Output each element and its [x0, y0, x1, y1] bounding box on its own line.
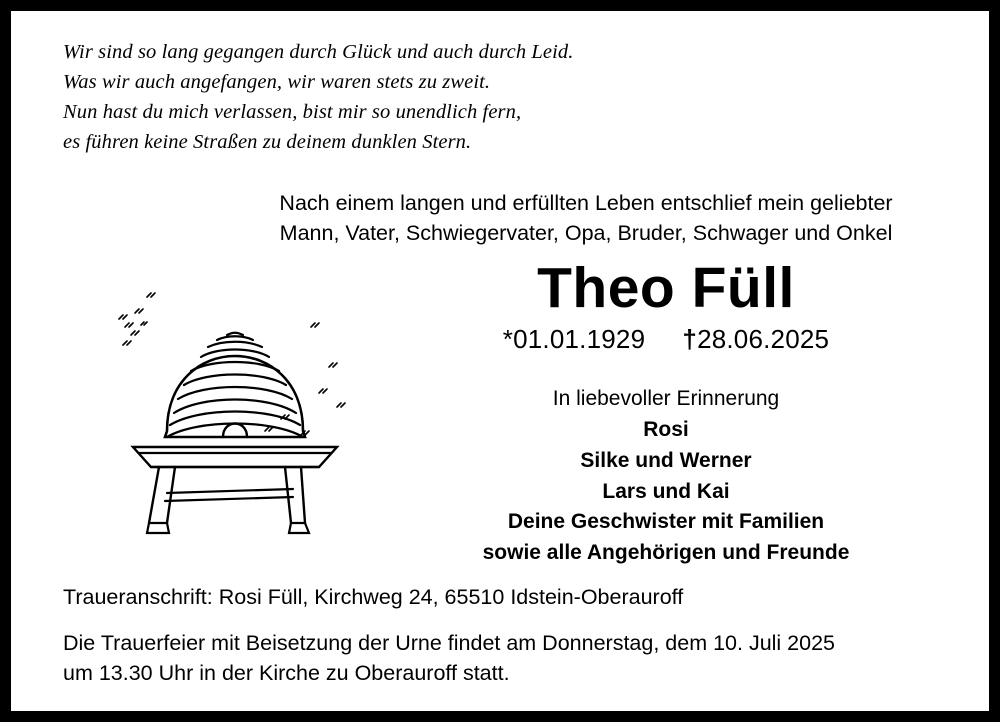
intro-line-1: Nach einem langen und erfüllten Leben entschlief mein geliebter	[279, 190, 893, 215]
middle-section	[63, 255, 959, 585]
obituary-inner	[11, 11, 989, 711]
mourner-list	[373, 415, 959, 569]
poem-line-3: Nun hast du mich verlassen, bist mir so unendlich fern,	[63, 101, 522, 124]
poem-line-2: Was wir auch angefangen, wir waren stets zu zweit.	[63, 71, 491, 94]
deceased-name: Theo Füll	[537, 255, 795, 320]
life-dates	[373, 324, 959, 355]
cross-symbol: †	[682, 324, 698, 355]
mourning-address: Traueranschrift: Rosi Füll, Kirchweg 24, 65510 Idstein-Oberauroff	[63, 584, 684, 609]
beehive-skep-icon	[105, 261, 365, 551]
footer-section	[63, 585, 959, 689]
death-date: 28.06.2025	[697, 324, 830, 355]
intro-line-2: Mann, Vater, Schwiegervater, Opa, Bruder, Schwager und Onkel	[279, 221, 893, 246]
ceremony-line-2: um 13.30 Uhr in der Kirche zu Oberauroff statt.	[63, 661, 510, 686]
ceremony-line-1: Die Trauerfeier mit Beisetzung der Urne findet am Donnerstag, dem 10. Juli 2025	[63, 630, 836, 655]
poem-line-4: es führen keine Straßen zu deinem dunklen Stern.	[63, 131, 472, 154]
ceremony-details	[63, 628, 959, 689]
memorial-block	[373, 383, 959, 569]
memorial-lead: In liebevoller Erinnerung	[552, 387, 780, 411]
intro-block	[63, 188, 959, 249]
birth-date: *01.01.1929	[502, 324, 646, 355]
mourner-5: sowie alle Angehörigen und Freunde	[482, 541, 850, 565]
mourner-4: Deine Geschwister mit Familien	[507, 510, 825, 534]
poem-line-1: Wir sind so lang gegangen durch Glück und auch durch Leid.	[63, 41, 574, 63]
poem-block	[63, 37, 959, 158]
mourner-1: Rosi	[643, 417, 689, 441]
mourner-3: Lars und Kai	[602, 479, 730, 503]
mourner-2: Silke und Werner	[580, 448, 752, 472]
name-and-mourners	[373, 255, 959, 570]
